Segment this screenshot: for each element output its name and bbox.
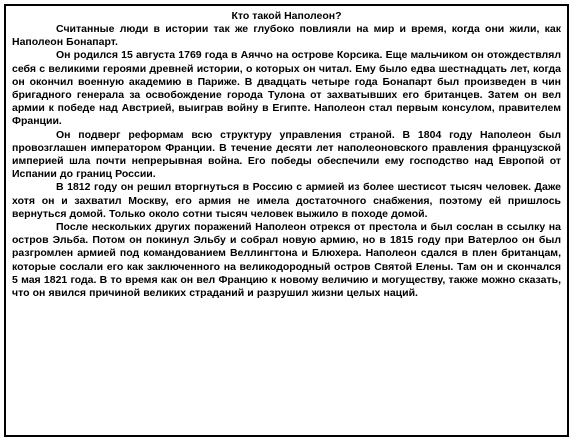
paragraph-exile-death: После нескольких других поражений Наполеон отрекся от престола и был сослан в ссылку на остров Эльба. Потом он покинул Эльбу и собрал новую армию, но в 1815 году при Ватерлоо он был разгромлен армией под командованием Веллингтона и Блюхера. Наполеон сдался в плен британцам, которые сослали его как заключенного на великодородный остров Святой Елены. Там он и скончался 5 мая 1821 года. В то время как он вел Францию к новому величию и могуществу, также можно сказать, что он явился причиной великих страданий и разрушил жизни целых наций. (12, 221, 561, 300)
paragraph-russia-campaign: В 1812 году он решил вторгнуться в Россию с армией из более шестисот тысяч человек. Даже хотя он и захватил Москву, его армия не имела достаточного снабжения, поэтому ей пришлось вернуться домой. Только около сотни тысяч человек выжило в походе домой. (12, 181, 561, 220)
document-frame (4, 4, 569, 437)
paragraph-early-life: Он родился 15 августа 1769 года в Аяччо на острове Корсика. Еще мальчиком он отождествлял себя с великими героями древней истории, о которых он читал. Ему было едва шестнадцать лет, когда он окончил военную академию в Париже. В двадцать четыре года Бонапарт был произведен в чин бригадного генерала за освобождение города Тулона от захватывших его британцев. Затем он вел армии к победе над Австрией, выиграв войну в Египте. Наполеон стал первым консулом, правителем Франции. (12, 49, 561, 128)
paragraph-intro: Считанные люди в истории так же глубоко повлияли на мир и время, когда они жили, как Наполеон Бонапарт. (12, 23, 561, 49)
paragraph-emperor: Он подверг реформам всю структуру управления страной. В 1804 году Наполеон был провозглашен императором Франции. В течение десяти лет наполеоновского правления французской империей шла почти непрерывная война. Его победы обеспечили ему господство над Европой от Испании до границ России. (12, 128, 561, 181)
document-title: Кто такой Наполеон? (231, 10, 342, 22)
